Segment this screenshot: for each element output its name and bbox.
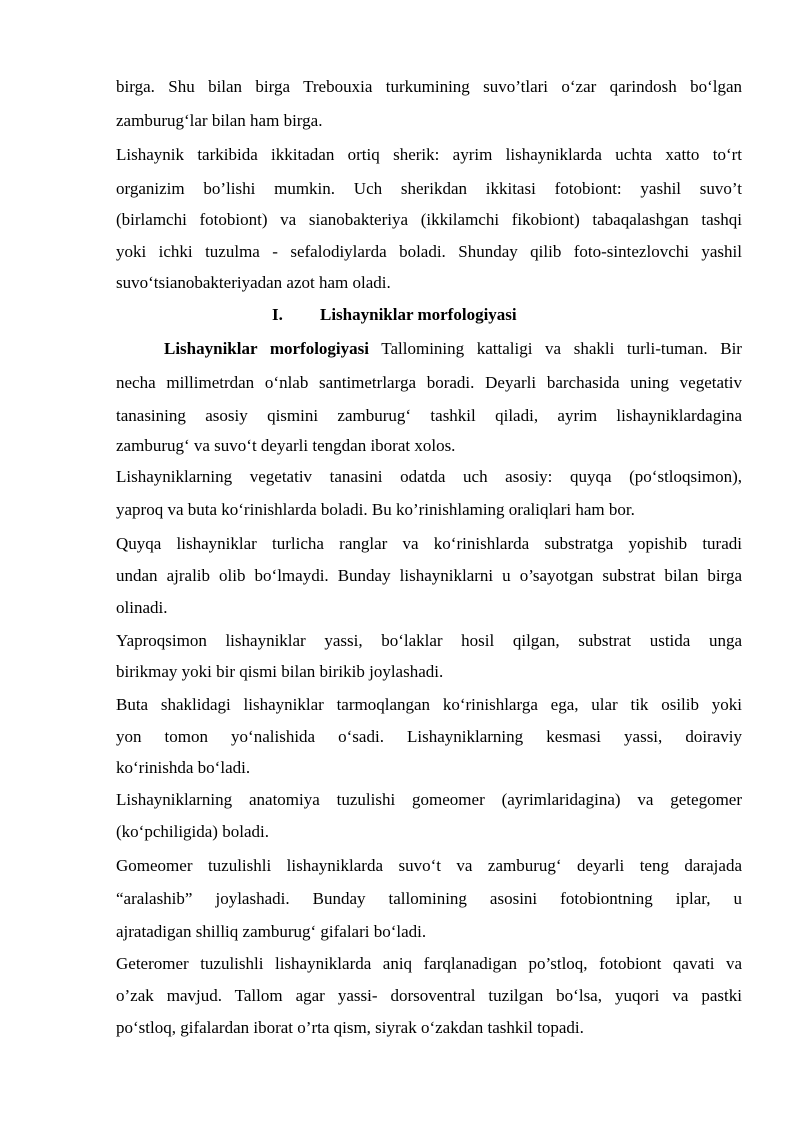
text-line: Yaproqsimon lishayniklar yassi, bo‘laklar hosil qilgan, substrat ustida unga	[116, 631, 742, 650]
section-number: I.	[272, 305, 283, 324]
section-title: Lishayniklar morfologiyasi	[320, 305, 517, 324]
text-line: Geteromer tuzulishli lishayniklarda aniq farqlanadigan po’stloq, fotobiont qavati va	[116, 954, 742, 973]
paragraph-lead-line	[164, 339, 742, 359]
text-line: necha millimetrdan o‘nlab santimetrlarga boradi. Deyarli barchasida uning vegetativ	[116, 373, 742, 392]
text-line: tanasining asosiy qismini zamburug‘ tashkil qiladi, ayrim lishayniklardagina	[116, 406, 742, 425]
text-line: (birlamchi fotobiont) va sianobakteriya (ikkilamchi fikobiont) tabaqalashgan tashqi	[116, 210, 742, 229]
text-line: organizim bo’lishi mumkin. Uch sherikdan ikkitasi fotobiont: yashil suvo’t	[116, 179, 742, 198]
text-line: Lishayniklarning anatomiya tuzulishi gomeomer (ayrimlaridagina) va getegomer	[116, 790, 742, 809]
text-line: ko‘rinishda bo‘ladi.	[116, 758, 251, 777]
text-line: Lishayniklarning vegetativ tanasini odatda uch asosiy: quyqa (po‘stloqsimon),	[116, 467, 742, 486]
text-line: Lishaynik tarkibida ikkitadan ortiq sherik: ayrim lishayniklarda uchta xatto to‘rt	[116, 145, 742, 164]
text-line: olinadi.	[116, 598, 168, 617]
text-line: birga. Shu bilan birga Trebouxia turkumining suvo’tlari o‘zar qarindosh bo‘lgan	[116, 77, 742, 96]
text-line: “aralashib” joylashadi. Bunday tallomining asosini fotobiontning iplar, u	[116, 889, 742, 908]
text-line: (ko‘pchiligida) boladi.	[116, 822, 269, 841]
text-line: zamburug‘ va suvo‘t deyarli tengdan iborat xolos.	[116, 436, 456, 455]
text-line: Gomeomer tuzulishli lishayniklarda suvo‘t va zamburug‘ deyarli teng darajada	[116, 856, 742, 875]
text-line: Buta shaklidagi lishayniklar tarmoqlangan ko‘rinishlarga ega, ular tik osilib yoki	[116, 695, 742, 714]
text-line: birikmay yoki bir qismi bilan birikib joylashadi.	[116, 662, 444, 681]
text-line: yon tomon yo‘nalishida o‘sadi. Lishayniklarning kesmasi yassi, doiraviy	[116, 727, 742, 746]
text-line: yoki ichki tuzulma - sefalodiylarda boladi. Shunday qilib foto-sintezlovchi yashil	[116, 242, 742, 261]
text-line: Quyqa lishayniklar turlicha ranglar va ko‘rinishlarda substratga yopishib turadi	[116, 534, 742, 553]
text-line: yaproq va buta ko‘rinishlarda boladi. Bu ko’rinishlaming oraliqlari ham bor.	[116, 500, 635, 519]
text-line: po‘stloq, gifalardan iborat o’rta qism, siyrak o‘zakdan tashkil topadi.	[116, 1018, 584, 1037]
text-line: zamburug‘lar bilan ham birga.	[116, 111, 323, 130]
text-line: suvo‘tsianobakteriyadan azot ham oladi.	[116, 273, 391, 292]
text-line: Tallomining kattaligi va shakli turli-tuman. Bir	[381, 339, 742, 358]
text-line: o’zak mavjud. Tallom agar yassi- dorsoventral tuzilgan bo‘lsa, yuqori va pastki	[116, 986, 742, 1005]
bold-lead: Lishayniklar morfologiyasi	[164, 339, 369, 358]
text-line: ajratadigan shilliq zamburug‘ gifalari bo‘ladi.	[116, 922, 427, 941]
text-line: undan ajralib olib bo‘lmaydi. Bunday lishayniklarni u o’sayotgan substrat bilan birga	[116, 566, 742, 585]
